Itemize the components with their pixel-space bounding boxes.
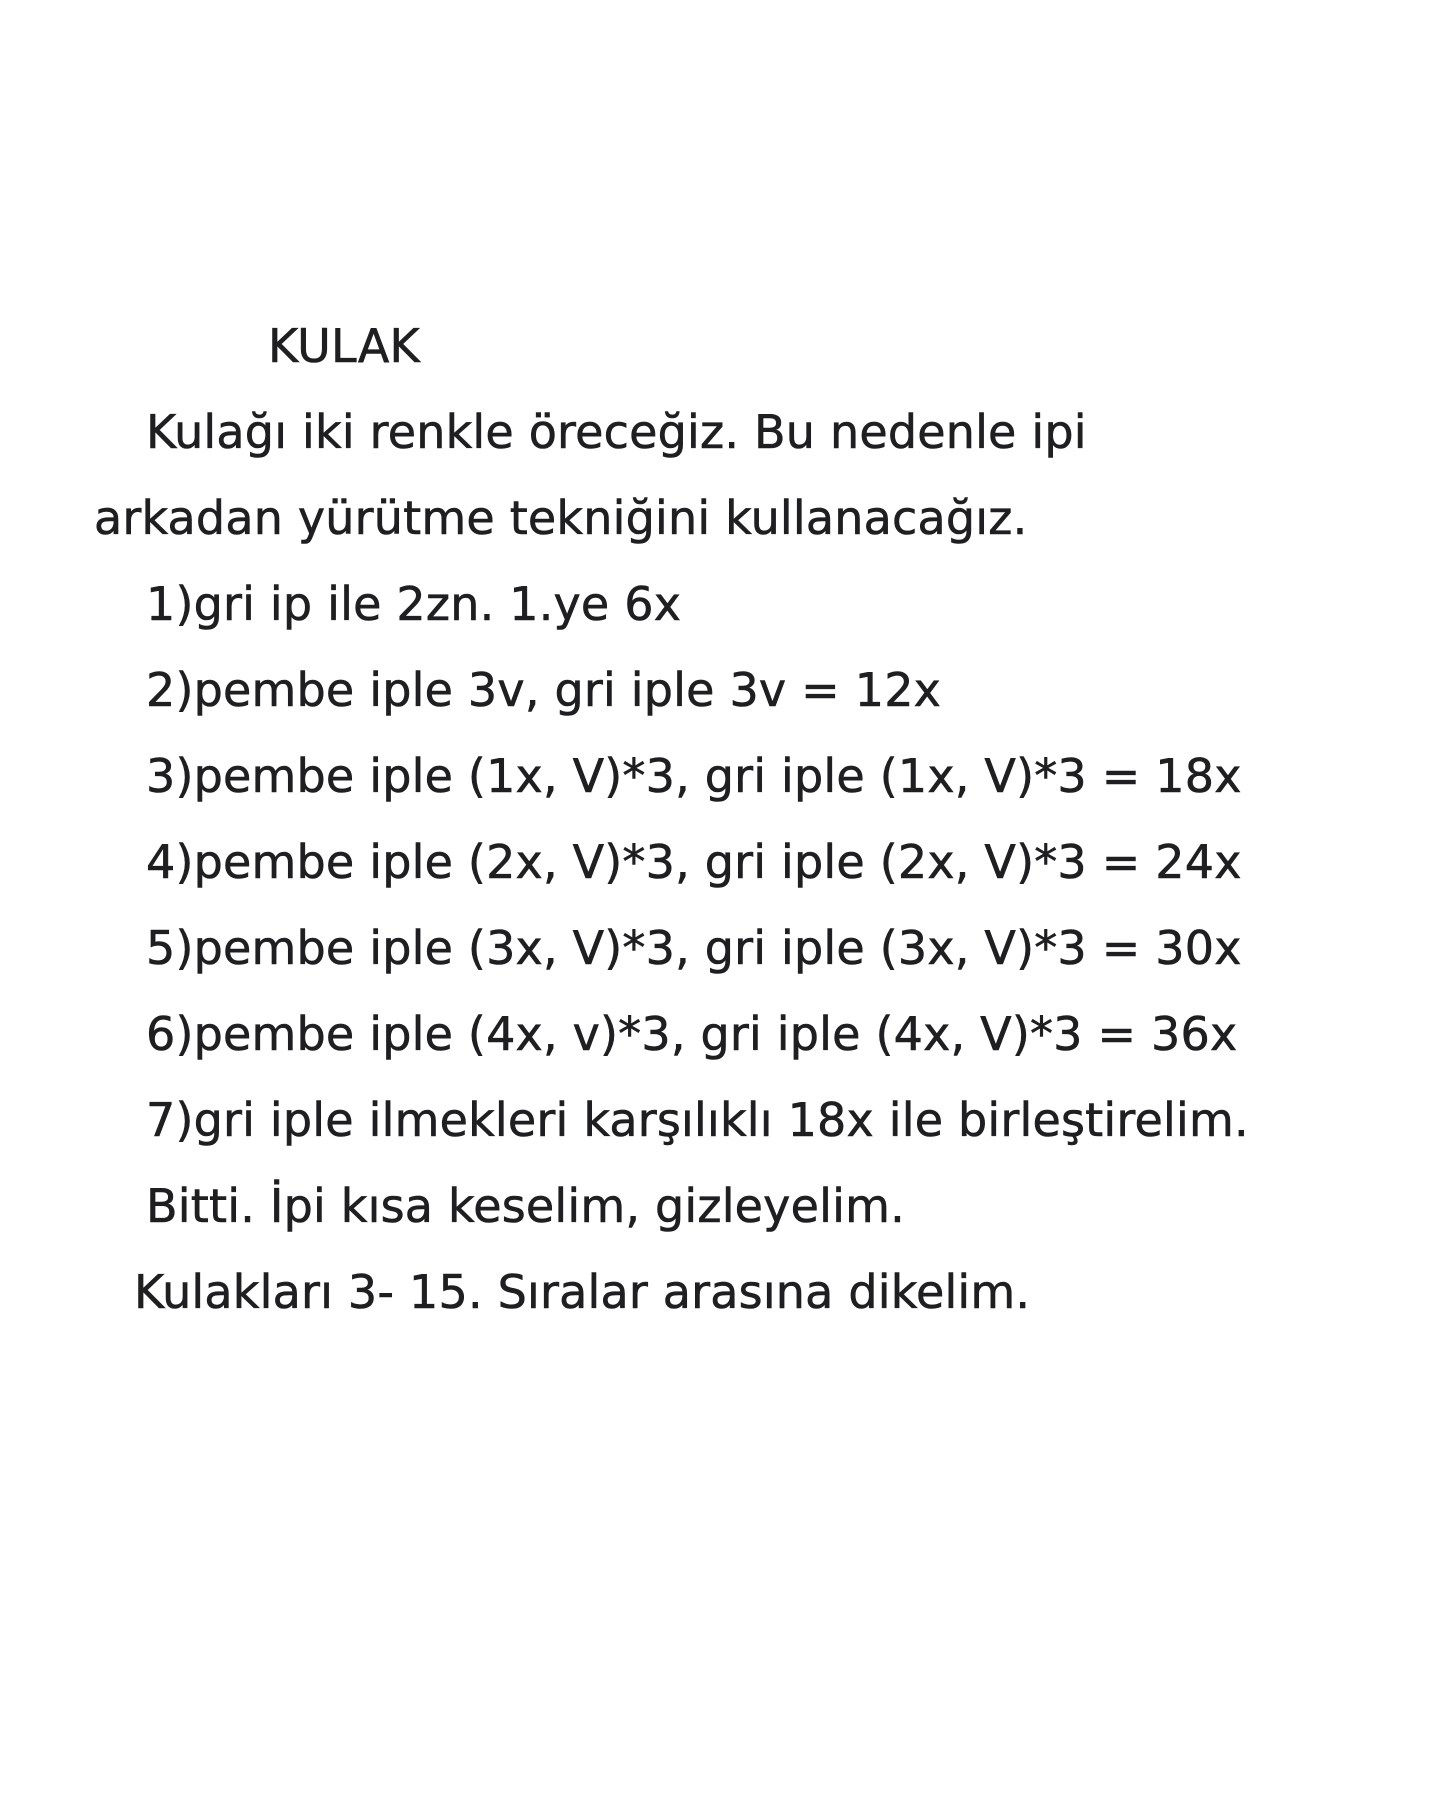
step-1: 1)gri ip ile 2zn. 1.ye 6x [146,577,682,631]
closing-text: Kulakları 3- 15. Sıralar arasına dikelim. [134,1265,1031,1319]
step-5: 5)pembe iple (3x, V)*3, gri iple (3x, V)*3 = 30x [146,921,1242,975]
step-6: 6)pembe iple (4x, v)*3, gri iple (4x, V)*3 = 36x [146,1007,1238,1061]
step-3: 3)pembe iple (1x, V)*3, gri iple (1x, V)*3 = 18x [146,749,1242,803]
step-7: 7)gri iple ilmekleri karşılıklı 18x ile birleştirelim. [146,1093,1249,1147]
step-2: 2)pembe iple 3v, gri iple 3v = 12x [146,663,942,717]
intro-text-line-1: Kulağı iki renkle öreceğiz. Bu nedenle ipi [146,405,1087,459]
intro-text-line-2: arkadan yürütme tekniğini kullanacağız. [94,491,1028,545]
step-4: 4)pembe iple (2x, V)*3, gri iple (2x, V)*3 = 24x [146,835,1242,889]
finish-text: Bitti. İpi kısa keselim, gizleyelim. [146,1179,905,1233]
section-heading: KULAK [268,319,420,373]
